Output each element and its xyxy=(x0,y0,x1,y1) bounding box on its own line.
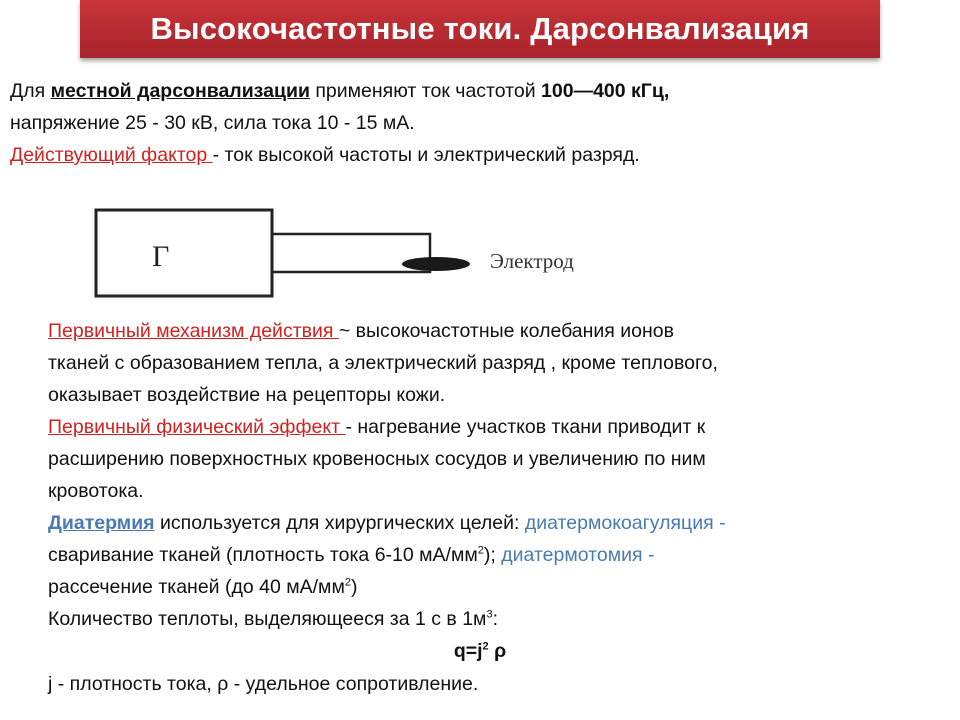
dissection-sup: 2 xyxy=(344,576,351,589)
mechanism-line-3: оказывает воздействие на рецепторы кожи. xyxy=(48,384,446,406)
acting-factor-text: - ток высокой частоты и электрический разряд. xyxy=(212,144,640,166)
diathermy-line-2 xyxy=(48,539,655,571)
formula-right: ρ xyxy=(488,640,507,662)
diathermy-line-1 xyxy=(48,507,726,539)
intro-line-3 xyxy=(10,139,640,171)
diathermocoagulation-term: диатермокоагуляция - xyxy=(524,512,726,534)
formula-definition: j - плотность тока, ρ - удельное сопротивление. xyxy=(48,673,479,695)
intro-line-2: напряжение 25 - 30 кВ, сила тока 10 - 15 мА. xyxy=(10,112,415,134)
local-darsonval-term: местной дарсонвализации xyxy=(50,80,310,102)
welding-close: ); xyxy=(483,544,502,566)
slide-title-bar xyxy=(80,0,880,58)
acting-factor-term: Действующий фактор xyxy=(10,144,213,166)
primary-mechanism-term: Первичный механизм действия xyxy=(48,320,339,342)
formula-left: q=j xyxy=(453,640,483,662)
formula-sup: 2 xyxy=(482,640,489,653)
mechanism-line-1 xyxy=(48,315,674,347)
electrode-label: Электрод xyxy=(490,249,574,273)
heat-close: : xyxy=(492,608,499,630)
primary-mechanism-text: ~ высокочастотные колебания ионов xyxy=(338,320,674,342)
generator-box xyxy=(96,210,272,296)
diathermy-term: Диатермия xyxy=(48,512,155,534)
heat-sup: 3 xyxy=(486,608,493,621)
darsonval-diagram xyxy=(90,200,610,310)
effect-line-3: кровотока. xyxy=(48,480,144,502)
intro-prefix: Для xyxy=(10,80,51,102)
electrode-tip xyxy=(402,257,470,271)
welding-sup: 2 xyxy=(477,544,484,557)
diathermy-line-4 xyxy=(48,603,498,635)
diathermy-text: используется для хирургических целей: xyxy=(154,512,525,534)
effect-line-1 xyxy=(48,411,705,443)
physical-effect-term: Первичный физический эффект xyxy=(48,416,346,438)
heat-formula xyxy=(0,635,960,667)
diathermotomy-term: диатермотомия - xyxy=(501,544,655,566)
dissection-close: ) xyxy=(351,576,358,598)
slide-title: Высокочастотные токи. Дарсонвализация xyxy=(150,11,810,46)
heat-text: Количество теплоты, выделяющееся за 1 с в 1м xyxy=(48,608,487,630)
frequency-value: 100—400 кГц, xyxy=(541,80,670,102)
diagram-svg xyxy=(90,200,610,310)
effect-line-2: расширению поверхностных кровеносных сосудов и увеличению по ним xyxy=(48,448,706,470)
dissection-text: рассечение тканей (до 40 мА/мм xyxy=(48,576,345,598)
welding-text: сваривание тканей (плотность тока 6-10 мА/мм xyxy=(48,544,478,566)
diathermy-line-3 xyxy=(48,571,358,603)
generator-label: Г xyxy=(152,240,170,273)
physical-effect-text: - нагревание участков ткани приводит к xyxy=(345,416,706,438)
mechanism-line-2: тканей с образованием тепла, а электрический разряд , кроме теплового, xyxy=(48,352,718,374)
intro-mid: применяют ток частотой xyxy=(309,80,542,102)
intro-line-1 xyxy=(10,75,669,107)
